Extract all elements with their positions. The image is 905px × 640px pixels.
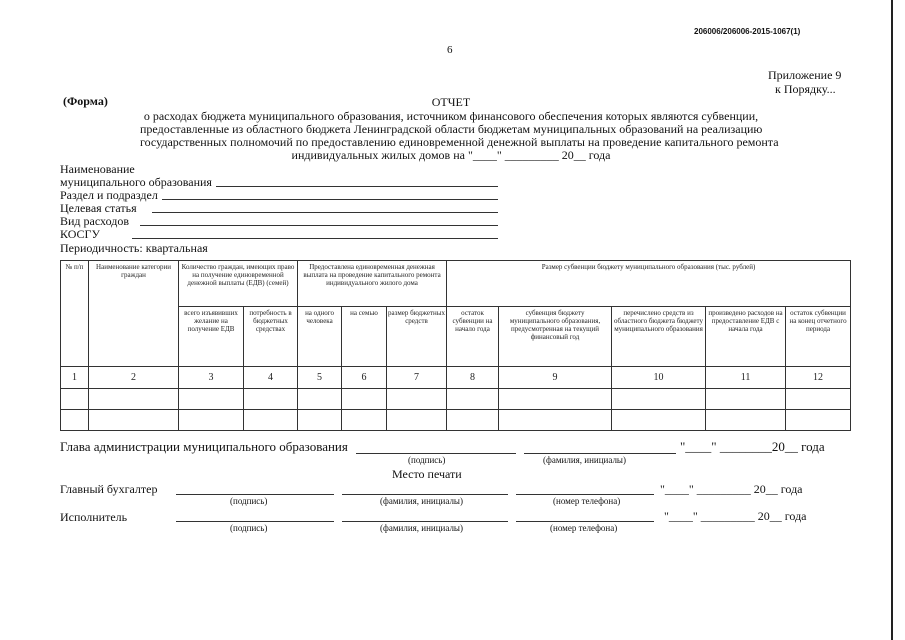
field-name-label-2: муниципального образования xyxy=(60,175,212,189)
sig-head-name-caption: (фамилия, инициалы) xyxy=(543,455,626,465)
document-id: 206006/206006-2015-1067(1) xyxy=(694,27,801,36)
appendix-line1: Приложение 9 xyxy=(768,68,842,82)
col-number-2: 2 xyxy=(89,367,179,389)
sig-executor-sign-caption: (подпись) xyxy=(230,523,268,533)
field-kosgu-label: КОСГУ xyxy=(60,227,100,241)
field-target-line xyxy=(152,212,498,213)
col-number-9: 9 xyxy=(499,367,612,389)
field-name-label-1: Наименование xyxy=(60,162,135,176)
sig-head-sign-caption: (подпись) xyxy=(408,455,446,465)
subheader-balance-end: остаток субвенции на конец отчетного периода xyxy=(786,307,851,367)
sig-accountant-name-line xyxy=(342,494,508,495)
col-number-1: 1 xyxy=(61,367,89,389)
subheader-per-family: на семью xyxy=(342,307,387,367)
field-target-label: Целевая статья xyxy=(60,201,137,215)
field-expense-label: Вид расходов xyxy=(60,214,129,228)
sig-executor-name-caption: (фамилия, инициалы) xyxy=(380,523,463,533)
sig-executor-date: "____" _________ 20__ года xyxy=(664,509,807,523)
appendix-line2: к Порядку... xyxy=(775,82,836,96)
sig-executor-label: Исполнитель xyxy=(60,510,128,524)
subheader-budget-amount: размер бюджетных средств xyxy=(387,307,447,367)
sig-accountant-phone-line xyxy=(516,494,654,495)
subheader-transferred: перечислено средств из областного бюджета бюджету муниципального образования xyxy=(612,307,706,367)
header-category: Наименование категории граждан xyxy=(89,261,179,367)
col-number-11: 11 xyxy=(706,367,786,389)
sig-executor-sign-line xyxy=(176,521,334,522)
sig-head-date: "____" ________20__ года xyxy=(680,439,825,454)
col-number-12: 12 xyxy=(786,367,851,389)
page-number: 6 xyxy=(447,44,453,56)
sig-head-name-line xyxy=(524,453,676,454)
field-name-line xyxy=(216,186,498,187)
table-row xyxy=(61,410,851,431)
subheader-expenses: произведено расходов на предоставление ЕДВ с начала года xyxy=(706,307,786,367)
col-number-7: 7 xyxy=(387,367,447,389)
subheader-total: всего изъявивших желание на получение ЕДВ xyxy=(179,307,244,367)
report-title: ОТЧЕТ xyxy=(431,95,471,109)
report-line-2: предоставленные из областного бюджета Ленинградской области бюджетам муниципальных образований на реализацию xyxy=(140,122,763,136)
col-number-10: 10 xyxy=(612,367,706,389)
col-number-4: 4 xyxy=(244,367,298,389)
header-provided: Предоставлена единовременная денежная выплата на проведение капитального ремонта индивидуального жилого дома xyxy=(298,261,447,307)
col-number-5: 5 xyxy=(298,367,342,389)
sig-head-label: Глава администрации муниципального образования xyxy=(60,439,348,454)
sig-accountant-label: Главный бухгалтер xyxy=(60,482,158,496)
report-line-4: индивидуальных жилых домов на "____" _________ 20__ года xyxy=(291,148,611,162)
field-periodicity: Периодичность: квартальная xyxy=(60,241,208,255)
subheader-balance-start: остаток субвенции на начало года xyxy=(447,307,499,367)
field-section-label: Раздел и подраздел xyxy=(60,188,158,202)
sig-head-sign-line xyxy=(356,453,516,454)
col-number-6: 6 xyxy=(342,367,387,389)
sig-accountant-phone-caption: (номер телефона) xyxy=(553,496,621,506)
form-label: (Форма) xyxy=(63,94,108,108)
sig-executor-phone-caption: (номер телефона) xyxy=(550,523,618,533)
report-table xyxy=(60,260,851,431)
sig-executor-phone-line xyxy=(516,521,654,522)
header-subvention: Размер субвенции бюджету муниципального образования (тыс. рублей) xyxy=(447,261,851,307)
field-expense-line xyxy=(140,225,498,226)
report-line-1: о расходах бюджета муниципального образования, источником финансового обеспечения которых являются субвенции, xyxy=(143,109,759,123)
field-section-line xyxy=(162,199,498,200)
header-num: № п/п xyxy=(61,261,89,367)
sig-accountant-date: "____" _________ 20__ года xyxy=(660,482,803,496)
subheader-per-person: на одного человека xyxy=(298,307,342,367)
subheader-need: потребность в бюджетных средствах xyxy=(244,307,298,367)
col-number-8: 8 xyxy=(447,367,499,389)
subheader-subvention-year: субвенция бюджету муниципального образования, предусмотренная на текущий финансовый год xyxy=(499,307,612,367)
stamp-place: Место печати xyxy=(392,467,462,481)
table-row xyxy=(61,389,851,410)
header-count: Количество граждан, имеющих право на получение единовременной денежной выплаты (ЕДВ) (семей) xyxy=(179,261,298,307)
page-right-border xyxy=(891,0,893,640)
sig-accountant-sign-line xyxy=(176,494,334,495)
sig-accountant-name-caption: (фамилия, инициалы) xyxy=(380,496,463,506)
col-number-3: 3 xyxy=(179,367,244,389)
sig-executor-name-line xyxy=(342,521,508,522)
field-kosgu-line xyxy=(132,238,498,239)
sig-accountant-sign-caption: (подпись) xyxy=(230,496,268,506)
report-line-3: государственных полномочий по предоставлению единовременной денежной выплаты на проведение капитального ремонта xyxy=(140,135,779,149)
